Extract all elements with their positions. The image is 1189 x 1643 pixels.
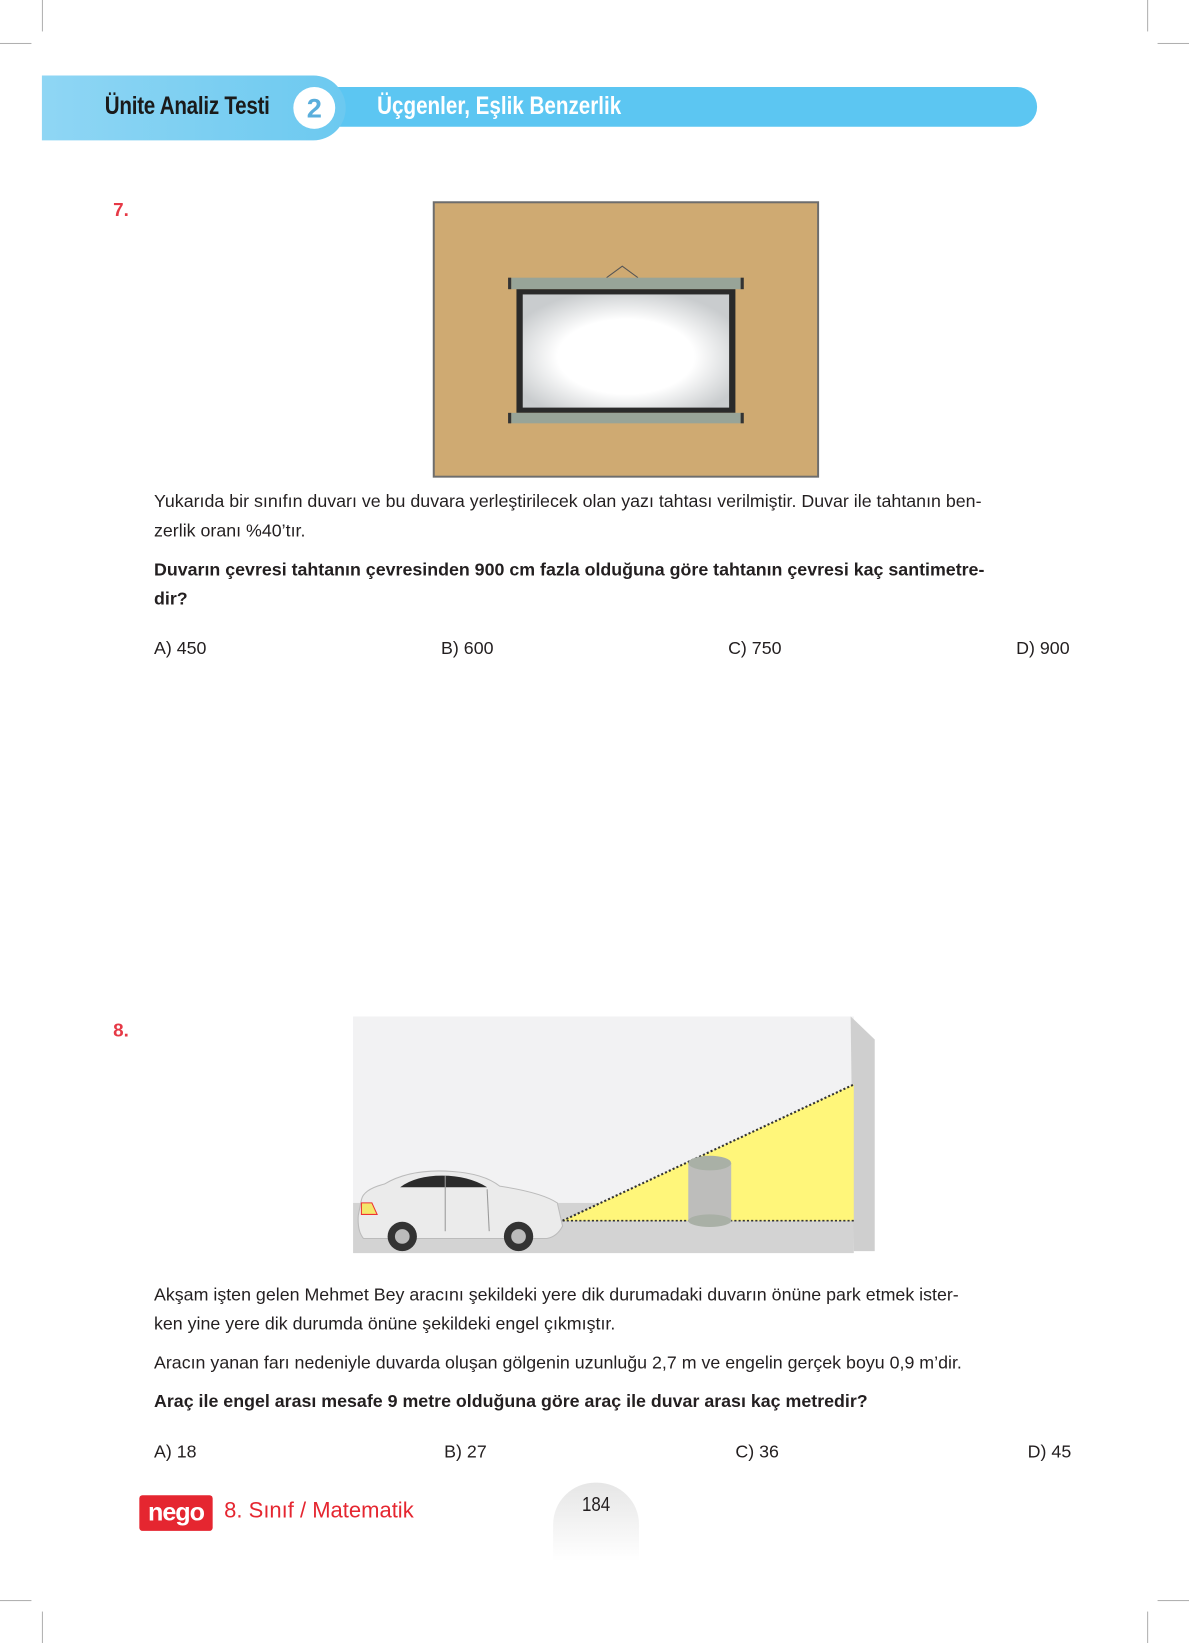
crop-mark bbox=[0, 43, 31, 44]
question-7-prompt bbox=[154, 555, 1076, 614]
unit-subtitle: Üçgenler, Eşlik Benzerlik bbox=[377, 92, 622, 121]
question-number: 8. bbox=[113, 1019, 129, 1041]
board-bottom-roller bbox=[511, 413, 740, 423]
text-line: dir? bbox=[153, 588, 188, 609]
page-title: Ünite Analiz Testi bbox=[104, 92, 270, 121]
text-line: ken yine yere dik durumda önüne şekildeki engel çıkmıştır. bbox=[153, 1313, 616, 1334]
crop-mark bbox=[42, 0, 43, 31]
question-number: 7. bbox=[113, 199, 129, 221]
text-line: Yukarıda bir sınıfın duvarı ve bu duvara yerleştirilecek olan yazı tahtası verilmiştir. Duvar ile tahtanın ben- bbox=[153, 491, 982, 512]
option-a[interactable]: A) 18 bbox=[153, 1441, 197, 1462]
car-obstacle-wall-figure bbox=[353, 1016, 877, 1253]
crop-mark bbox=[0, 1600, 31, 1601]
obstacle-cylinder bbox=[688, 1163, 731, 1222]
option-d[interactable]: D) 900 bbox=[1016, 638, 1070, 659]
board-top-roller bbox=[511, 278, 740, 290]
option-c[interactable]: C) 36 bbox=[735, 1441, 779, 1462]
crop-mark bbox=[1147, 0, 1148, 31]
side-wall bbox=[851, 1016, 875, 1251]
text-line: zerlik oranı %40’tır. bbox=[153, 520, 306, 541]
crop-mark bbox=[42, 1612, 43, 1643]
text-line: Duvarın çevresi tahtanın çevresinden 900 cm fazla olduğuna göre tahtanın çevresi kaç santimetre- bbox=[153, 559, 985, 580]
crop-mark bbox=[1158, 1600, 1189, 1601]
question-8-text bbox=[154, 1280, 1076, 1339]
option-b[interactable]: B) 27 bbox=[444, 1441, 487, 1462]
obstacle-top bbox=[688, 1156, 731, 1171]
option-c[interactable]: C) 750 bbox=[728, 638, 782, 659]
publisher-logo: nego bbox=[139, 1495, 212, 1531]
page-number: 184 bbox=[581, 1494, 611, 1517]
option-b[interactable]: B) 600 bbox=[441, 638, 494, 659]
option-d[interactable]: D) 45 bbox=[1027, 1441, 1072, 1462]
board-surface bbox=[523, 294, 729, 407]
option-a[interactable]: A) 450 bbox=[153, 638, 207, 659]
text-line: Akşam işten gelen Mehmet Bey aracını şekildeki yere dik durumadaki duvarın önüne park etmek ister- bbox=[153, 1284, 959, 1305]
crop-mark bbox=[1158, 43, 1189, 44]
test-number-badge: 2 bbox=[293, 87, 335, 129]
question-8-text-2: Aracın yanan farı nedeniyle duvarda oluşan gölgenin uzunluğu 2,7 m ve engelin gerçek boyu 0,9 m’dir. bbox=[153, 1352, 962, 1373]
footer-subject: 8. Sınıf / Matematik bbox=[224, 1498, 414, 1523]
question-8-prompt: Araç ile engel arası mesafe 9 metre olduğuna göre araç ile duvar arası kaç metredir? bbox=[153, 1391, 868, 1412]
crop-mark bbox=[1147, 1612, 1148, 1643]
wall-with-board-figure bbox=[433, 201, 820, 478]
question-7-text bbox=[154, 487, 1076, 546]
